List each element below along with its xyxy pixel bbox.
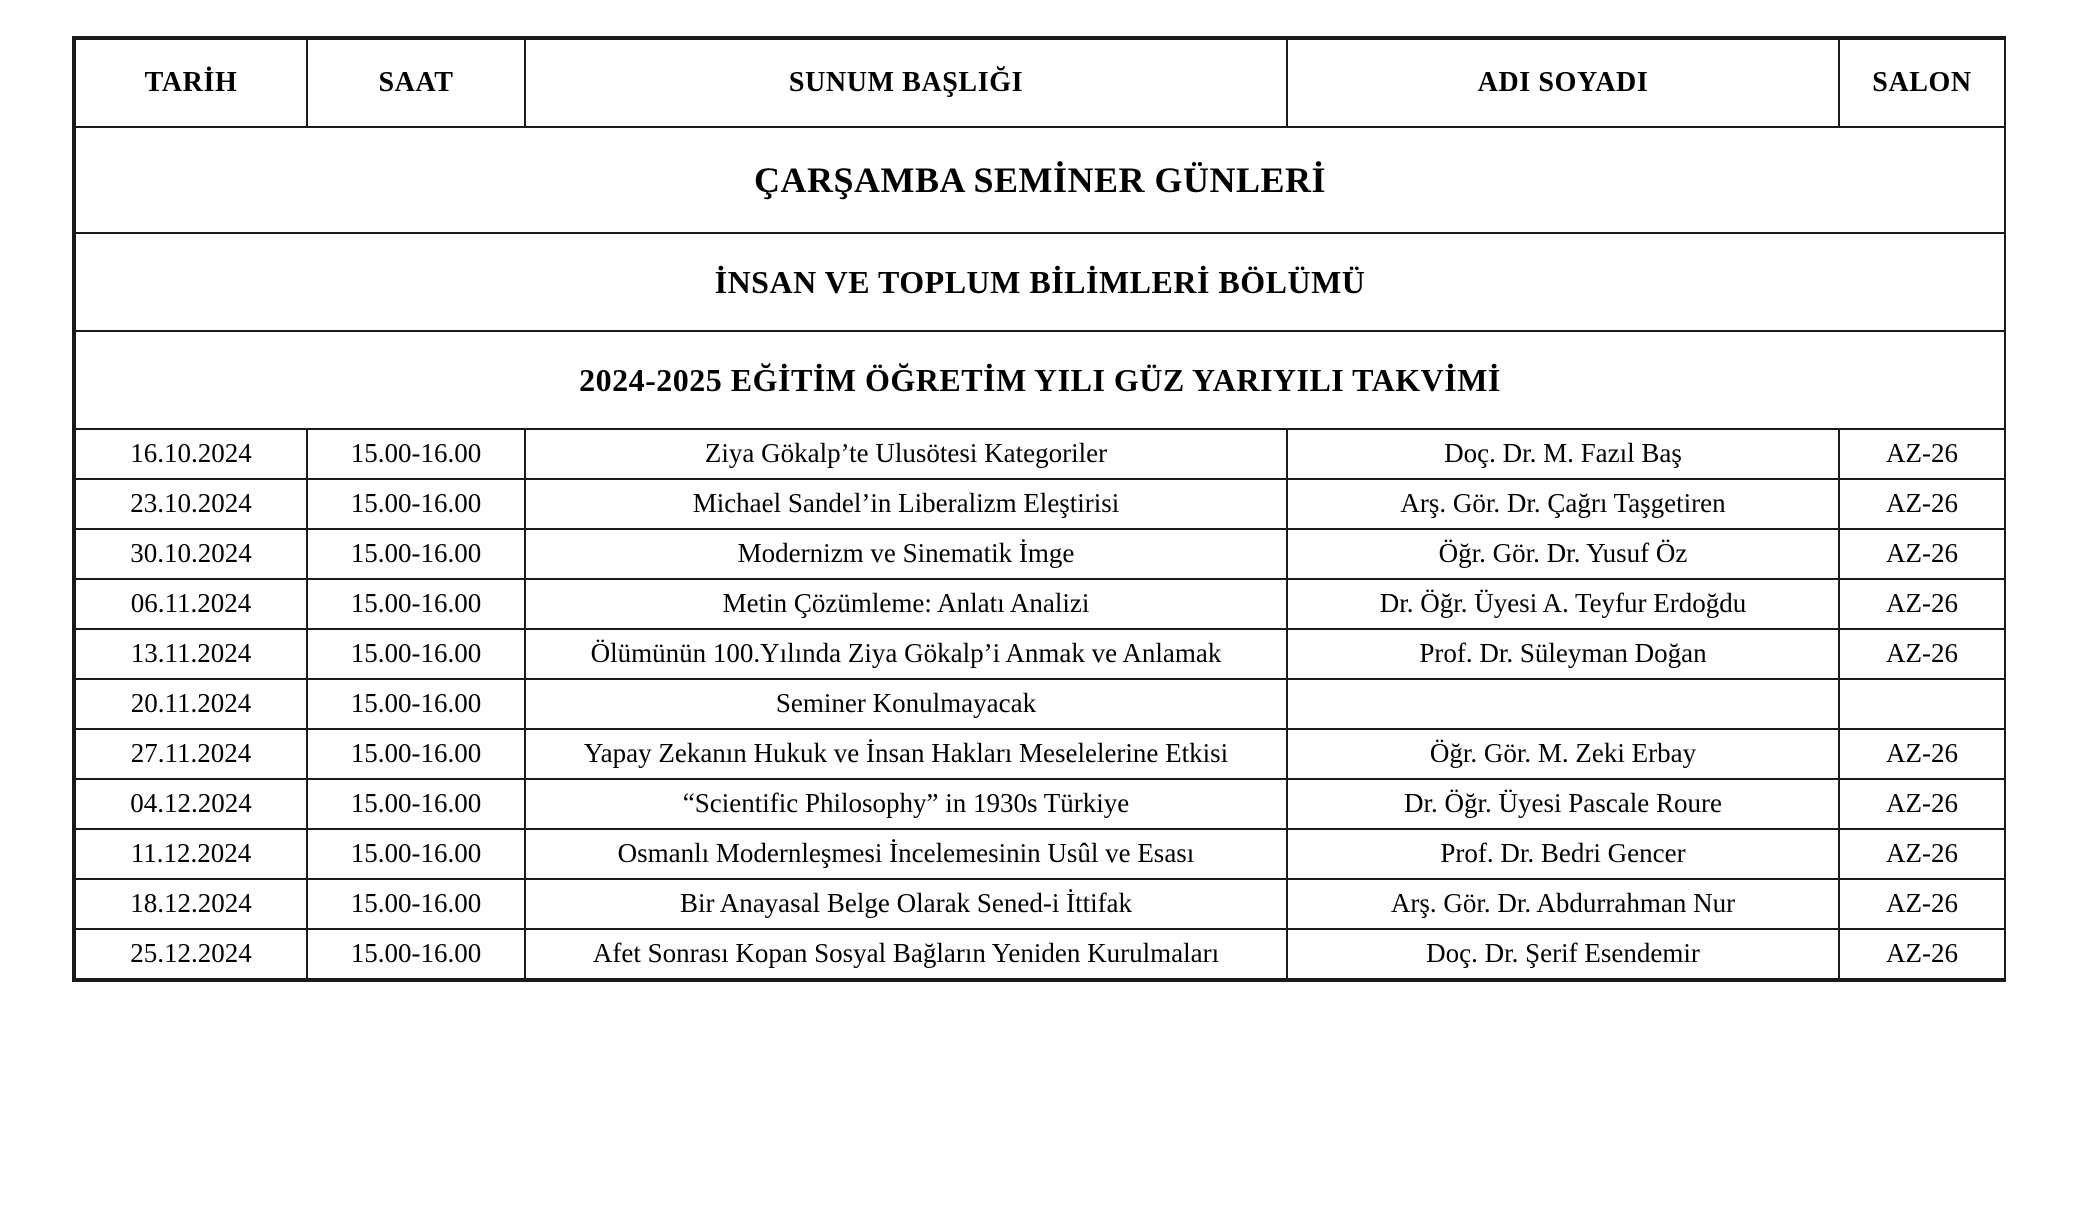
cell-hall: AZ-26 <box>1839 529 2005 579</box>
table-row <box>75 779 2005 829</box>
cell-date: 30.10.2024 <box>75 529 307 579</box>
cell-hall: AZ-26 <box>1839 829 2005 879</box>
cell-speaker: Doç. Dr. Şerif Esendemir <box>1287 929 1839 979</box>
column-header-time: SAAT <box>307 39 525 127</box>
cell-title: Afet Sonrası Kopan Sosyal Bağların Yeniden Kurulmaları <box>525 929 1287 979</box>
cell-date: 04.12.2024 <box>75 779 307 829</box>
cell-date: 06.11.2024 <box>75 579 307 629</box>
cell-hall: AZ-26 <box>1839 879 2005 929</box>
column-header-date: TARİH <box>75 39 307 127</box>
cell-title: Seminer Konulmayacak <box>525 679 1287 729</box>
cell-time: 15.00-16.00 <box>307 929 525 979</box>
cell-speaker: Dr. Öğr. Üyesi Pascale Roure <box>1287 779 1839 829</box>
cell-date: 18.12.2024 <box>75 879 307 929</box>
cell-time: 15.00-16.00 <box>307 729 525 779</box>
cell-title: Ölümünün 100.Yılında Ziya Gökalp’i Anmak ve Anlamak <box>525 629 1287 679</box>
cell-hall: AZ-26 <box>1839 579 2005 629</box>
cell-time: 15.00-16.00 <box>307 579 525 629</box>
table-header-row <box>75 39 2005 127</box>
cell-date: 25.12.2024 <box>75 929 307 979</box>
cell-hall: AZ-26 <box>1839 629 2005 679</box>
table-row <box>75 929 2005 979</box>
cell-time: 15.00-16.00 <box>307 829 525 879</box>
cell-title: Yapay Zekanın Hukuk ve İnsan Hakları Meselelerine Etkisi <box>525 729 1287 779</box>
cell-time: 15.00-16.00 <box>307 629 525 679</box>
cell-speaker: Dr. Öğr. Üyesi A. Teyfur Erdoğdu <box>1287 579 1839 629</box>
column-header-speaker: ADI SOYADI <box>1287 39 1839 127</box>
term-title: 2024-2025 EĞİTİM ÖĞRETİM YILI GÜZ YARIYILI TAKVİMİ <box>75 331 2005 429</box>
cell-speaker: Prof. Dr. Bedri Gencer <box>1287 829 1839 879</box>
column-header-title: SUNUM BAŞLIĞI <box>525 39 1287 127</box>
cell-date: 27.11.2024 <box>75 729 307 779</box>
table-row <box>75 679 2005 729</box>
cell-time: 15.00-16.00 <box>307 479 525 529</box>
cell-speaker <box>1287 679 1839 729</box>
seminar-schedule-table <box>74 38 2006 980</box>
cell-date: 23.10.2024 <box>75 479 307 529</box>
cell-title: Osmanlı Modernleşmesi İncelemesinin Usûl ve Esası <box>525 829 1287 879</box>
cell-speaker: Doç. Dr. M. Fazıl Baş <box>1287 429 1839 479</box>
cell-title: “Scientific Philosophy” in 1930s Türkiye <box>525 779 1287 829</box>
department-row <box>75 233 2005 331</box>
table-row <box>75 529 2005 579</box>
table-row <box>75 429 2005 479</box>
seminar-schedule-document <box>72 36 2006 982</box>
table-row <box>75 579 2005 629</box>
cell-date: 20.11.2024 <box>75 679 307 729</box>
cell-hall <box>1839 679 2005 729</box>
cell-title: Bir Anayasal Belge Olarak Sened-i İttifak <box>525 879 1287 929</box>
cell-hall: AZ-26 <box>1839 779 2005 829</box>
cell-time: 15.00-16.00 <box>307 879 525 929</box>
cell-time: 15.00-16.00 <box>307 429 525 479</box>
column-header-hall: SALON <box>1839 39 2005 127</box>
table-row <box>75 479 2005 529</box>
cell-date: 11.12.2024 <box>75 829 307 879</box>
term-row <box>75 331 2005 429</box>
cell-time: 15.00-16.00 <box>307 679 525 729</box>
table-row <box>75 729 2005 779</box>
department-title: İNSAN VE TOPLUM BİLİMLERİ BÖLÜMÜ <box>75 233 2005 331</box>
document-title: ÇARŞAMBA SEMİNER GÜNLERİ <box>75 127 2005 233</box>
cell-title: Modernizm ve Sinematik İmge <box>525 529 1287 579</box>
cell-speaker: Öğr. Gör. M. Zeki Erbay <box>1287 729 1839 779</box>
cell-time: 15.00-16.00 <box>307 529 525 579</box>
cell-hall: AZ-26 <box>1839 429 2005 479</box>
cell-time: 15.00-16.00 <box>307 779 525 829</box>
cell-hall: AZ-26 <box>1839 729 2005 779</box>
cell-speaker: Arş. Gör. Dr. Abdurrahman Nur <box>1287 879 1839 929</box>
cell-title: Metin Çözümleme: Anlatı Analizi <box>525 579 1287 629</box>
table-row <box>75 879 2005 929</box>
cell-speaker: Arş. Gör. Dr. Çağrı Taşgetiren <box>1287 479 1839 529</box>
cell-date: 13.11.2024 <box>75 629 307 679</box>
table-row <box>75 829 2005 879</box>
document-title-row <box>75 127 2005 233</box>
cell-date: 16.10.2024 <box>75 429 307 479</box>
cell-title: Ziya Gökalp’te Ulusötesi Kategoriler <box>525 429 1287 479</box>
cell-hall: AZ-26 <box>1839 479 2005 529</box>
cell-title: Michael Sandel’in Liberalizm Eleştirisi <box>525 479 1287 529</box>
cell-speaker: Prof. Dr. Süleyman Doğan <box>1287 629 1839 679</box>
cell-hall: AZ-26 <box>1839 929 2005 979</box>
cell-speaker: Öğr. Gör. Dr. Yusuf Öz <box>1287 529 1839 579</box>
table-row <box>75 629 2005 679</box>
